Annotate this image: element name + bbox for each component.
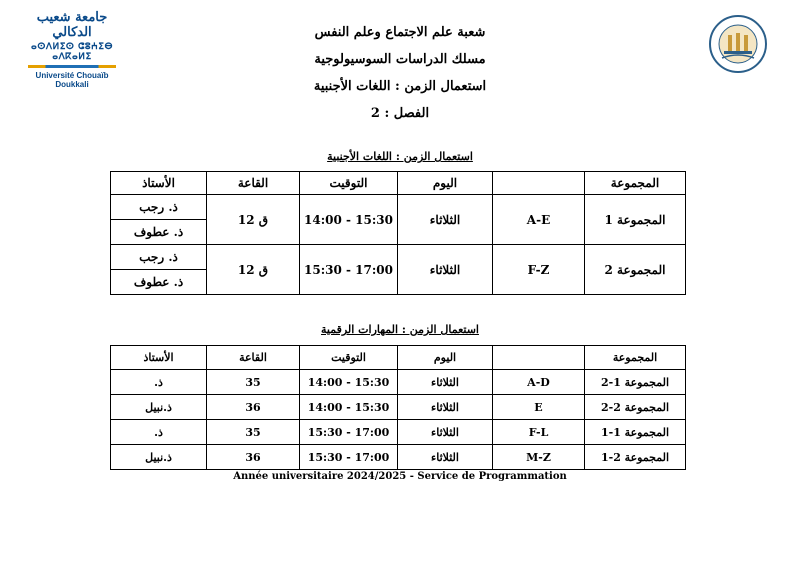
table-row bbox=[111, 420, 686, 445]
day-cell: الثلاثاء bbox=[398, 245, 493, 295]
teacher-cell: ذ.نبيل bbox=[111, 395, 207, 420]
table-row bbox=[111, 195, 686, 220]
footer-note: Année universitaire 2024/2025 - Service de Programmation bbox=[233, 471, 567, 482]
day-cell: الثلاثاء bbox=[398, 195, 493, 245]
university-name-ar: جامعة شعيب الدكالي bbox=[36, 10, 108, 40]
table-row bbox=[111, 445, 686, 470]
digital-skills-table bbox=[110, 345, 686, 470]
teacher-cell: ذ. عطوف bbox=[111, 220, 207, 245]
subgroup-cell: F-Z bbox=[493, 245, 585, 295]
subgroup-cell: A-E bbox=[493, 195, 585, 245]
table-row bbox=[111, 245, 686, 270]
table-row bbox=[111, 370, 686, 395]
document-header bbox=[270, 22, 530, 130]
day-cell: الثلاثاء bbox=[398, 370, 493, 395]
university-name-tifinagh: ⴰⵙⴷⵍⵉⵙ ⵛⵓⵄⵉⴱ ⴰⴷⴽⴰⵍⵉ bbox=[31, 42, 113, 62]
teacher-cell: ذ. bbox=[111, 420, 207, 445]
room-cell: 36 bbox=[207, 445, 300, 470]
day-cell: الثلاثاء bbox=[398, 395, 493, 420]
time-cell: 14:00 - 15:30 bbox=[300, 370, 398, 395]
subgroup-cell: M-Z bbox=[493, 445, 585, 470]
schedule-title: استعمال الزمن : اللغات الأجنبية bbox=[313, 79, 487, 94]
teacher-cell: ذ. رجب bbox=[111, 245, 207, 270]
room-cell: 36 bbox=[207, 395, 300, 420]
header-group: المجموعة bbox=[585, 172, 686, 195]
header-teacher: الأستاذ bbox=[111, 172, 207, 195]
header-subgroup bbox=[493, 346, 585, 370]
header-group: المجموعة bbox=[585, 346, 686, 370]
group-cell: المجموعة 1-2 bbox=[585, 370, 686, 395]
table-row bbox=[111, 395, 686, 420]
university-logo bbox=[22, 10, 122, 89]
group-cell: المجموعة 1-1 bbox=[585, 420, 686, 445]
time-cell: 14:00 - 15:30 bbox=[300, 195, 398, 245]
room-cell: ق 12 bbox=[207, 245, 300, 295]
subgroup-cell: F-L bbox=[493, 420, 585, 445]
table-header-row bbox=[111, 172, 686, 195]
time-cell: 15:30 - 17:00 bbox=[300, 245, 398, 295]
semester-title: الفصل : 2 bbox=[370, 106, 430, 121]
program-title: مسلك الدراسات السوسيولوجية bbox=[314, 52, 486, 67]
room-cell: ق 12 bbox=[207, 195, 300, 245]
group-cell: المجموعة 2-2 bbox=[585, 395, 686, 420]
group-cell: المجموعة 2 bbox=[585, 245, 686, 295]
room-cell: 35 bbox=[207, 420, 300, 445]
teacher-cell: ذ. عطوف bbox=[111, 270, 207, 295]
teacher-cell: ذ. bbox=[111, 370, 207, 395]
department-title: شعبة علم الاجتماع وعلم النفس bbox=[314, 25, 486, 40]
faculty-seal-logo bbox=[708, 14, 768, 74]
time-cell: 14:00 - 15:30 bbox=[300, 395, 398, 420]
table1-title: استعمال الزمن : اللغات الأجنبية bbox=[327, 150, 473, 163]
header-teacher: الأستاذ bbox=[111, 346, 207, 370]
header-day: اليوم bbox=[398, 346, 493, 370]
teacher-cell: ذ. رجب bbox=[111, 195, 207, 220]
group-cell: المجموعة 2-1 bbox=[585, 445, 686, 470]
subgroup-cell: E bbox=[493, 395, 585, 420]
room-cell: 35 bbox=[207, 370, 300, 395]
header-subgroup bbox=[493, 172, 585, 195]
group-cell: المجموعة 1 bbox=[585, 195, 686, 245]
teacher-cell: ذ.نبيل bbox=[111, 445, 207, 470]
subgroup-cell: A-D bbox=[493, 370, 585, 395]
header-time: التوقيت bbox=[300, 346, 398, 370]
table2-title: استعمال الزمن : المهارات الرقمية bbox=[321, 323, 479, 336]
logo-divider bbox=[28, 65, 116, 68]
time-cell: 15:30 - 17:00 bbox=[300, 445, 398, 470]
day-cell: الثلاثاء bbox=[398, 420, 493, 445]
day-cell: الثلاثاء bbox=[398, 445, 493, 470]
header-room: القاعة bbox=[207, 172, 300, 195]
header-room: القاعة bbox=[207, 346, 300, 370]
foreign-languages-table bbox=[110, 171, 686, 295]
header-time: التوقيت bbox=[300, 172, 398, 195]
header-day: اليوم bbox=[398, 172, 493, 195]
university-name-fr: Université Chouaïb Doukkali bbox=[35, 71, 109, 89]
table-header-row bbox=[111, 346, 686, 370]
time-cell: 15:30 - 17:00 bbox=[300, 420, 398, 445]
